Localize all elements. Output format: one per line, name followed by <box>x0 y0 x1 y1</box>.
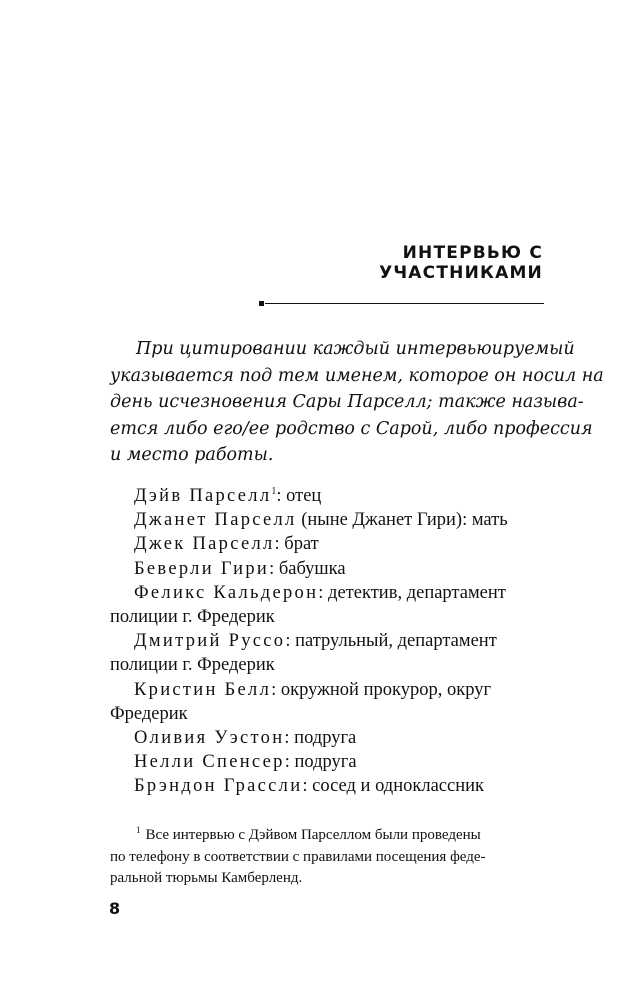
participant-description: : отец <box>276 486 322 506</box>
participant-entry <box>110 532 550 556</box>
participant-entry <box>110 508 550 532</box>
participant-entry <box>110 726 550 750</box>
intro-line: указывается под тем именем, которое он носил на <box>110 365 604 386</box>
footnote <box>110 820 546 890</box>
participant-description: : окружной прокурор, округ Фредерик <box>110 679 492 724</box>
participant-name: Кристин Белл <box>134 679 272 700</box>
participant-name: Джанет Парселл <box>134 510 297 531</box>
footnote-marker: 1 <box>136 825 141 835</box>
section-heading: ИНТЕРВЬЮ С УЧАСТНИКАМИ <box>379 243 543 283</box>
participant-name: Феликс Кальдерон <box>134 582 319 603</box>
heading-divider <box>259 300 544 310</box>
participant-name: Дмитрий Руссо <box>134 631 286 652</box>
participant-entry <box>110 480 550 508</box>
participant-description: : патрульный, департамент полиции г. Фредерик <box>110 631 497 676</box>
participant-name: Брэндон Грассли <box>134 776 303 797</box>
participant-description: (ныне Джанет Гири): мать <box>296 510 508 531</box>
intro-line: ется либо его/ее родство с Сарой, либо профессия <box>110 418 593 439</box>
participant-description: : сосед и одноклассник <box>302 776 484 797</box>
intro-line: и место работы. <box>110 445 274 465</box>
divider-square-bullet <box>259 301 264 306</box>
participant-name: Дэйв Парселл <box>134 486 272 506</box>
participant-entry <box>110 557 550 581</box>
participants-list <box>110 480 550 799</box>
footnote-line <box>110 820 546 847</box>
participant-description: : брат <box>274 534 319 555</box>
participant-description: : детектив, департамент полиции г. Фредерик <box>110 582 506 628</box>
participant-name: Оливия Уэстон <box>134 728 285 749</box>
footnote-line: ральной тюрьмы Камберленд. <box>110 870 303 886</box>
divider-line <box>265 303 544 304</box>
intro-line: день исчезновения Сары Парселл; также называ- <box>110 392 584 412</box>
intro-paragraph <box>110 336 604 469</box>
participant-entry <box>110 774 550 798</box>
footnote-line: по телефону в соответствии с правилами посещения феде- <box>110 848 486 865</box>
participant-name: Джек Парселл <box>134 534 275 555</box>
participant-description: : подруга <box>284 728 357 749</box>
participant-name: Нелли Спенсер <box>134 752 285 773</box>
participant-entry <box>110 629 550 677</box>
participant-entry <box>110 678 550 726</box>
footnote-ref: 1 <box>271 486 277 497</box>
intro-line: При цитировании каждый интервьюируемый <box>136 339 575 359</box>
participant-entry <box>110 581 550 629</box>
participant-description: : бабушка <box>269 558 346 579</box>
participant-entry <box>110 750 550 774</box>
page-number: 8 <box>109 899 121 918</box>
footnote-text: Все интервью с Дэйвом Парселлом были проведены <box>145 827 481 843</box>
participant-name: Беверли Гири <box>134 558 270 579</box>
participant-description: : подруга <box>284 752 357 773</box>
